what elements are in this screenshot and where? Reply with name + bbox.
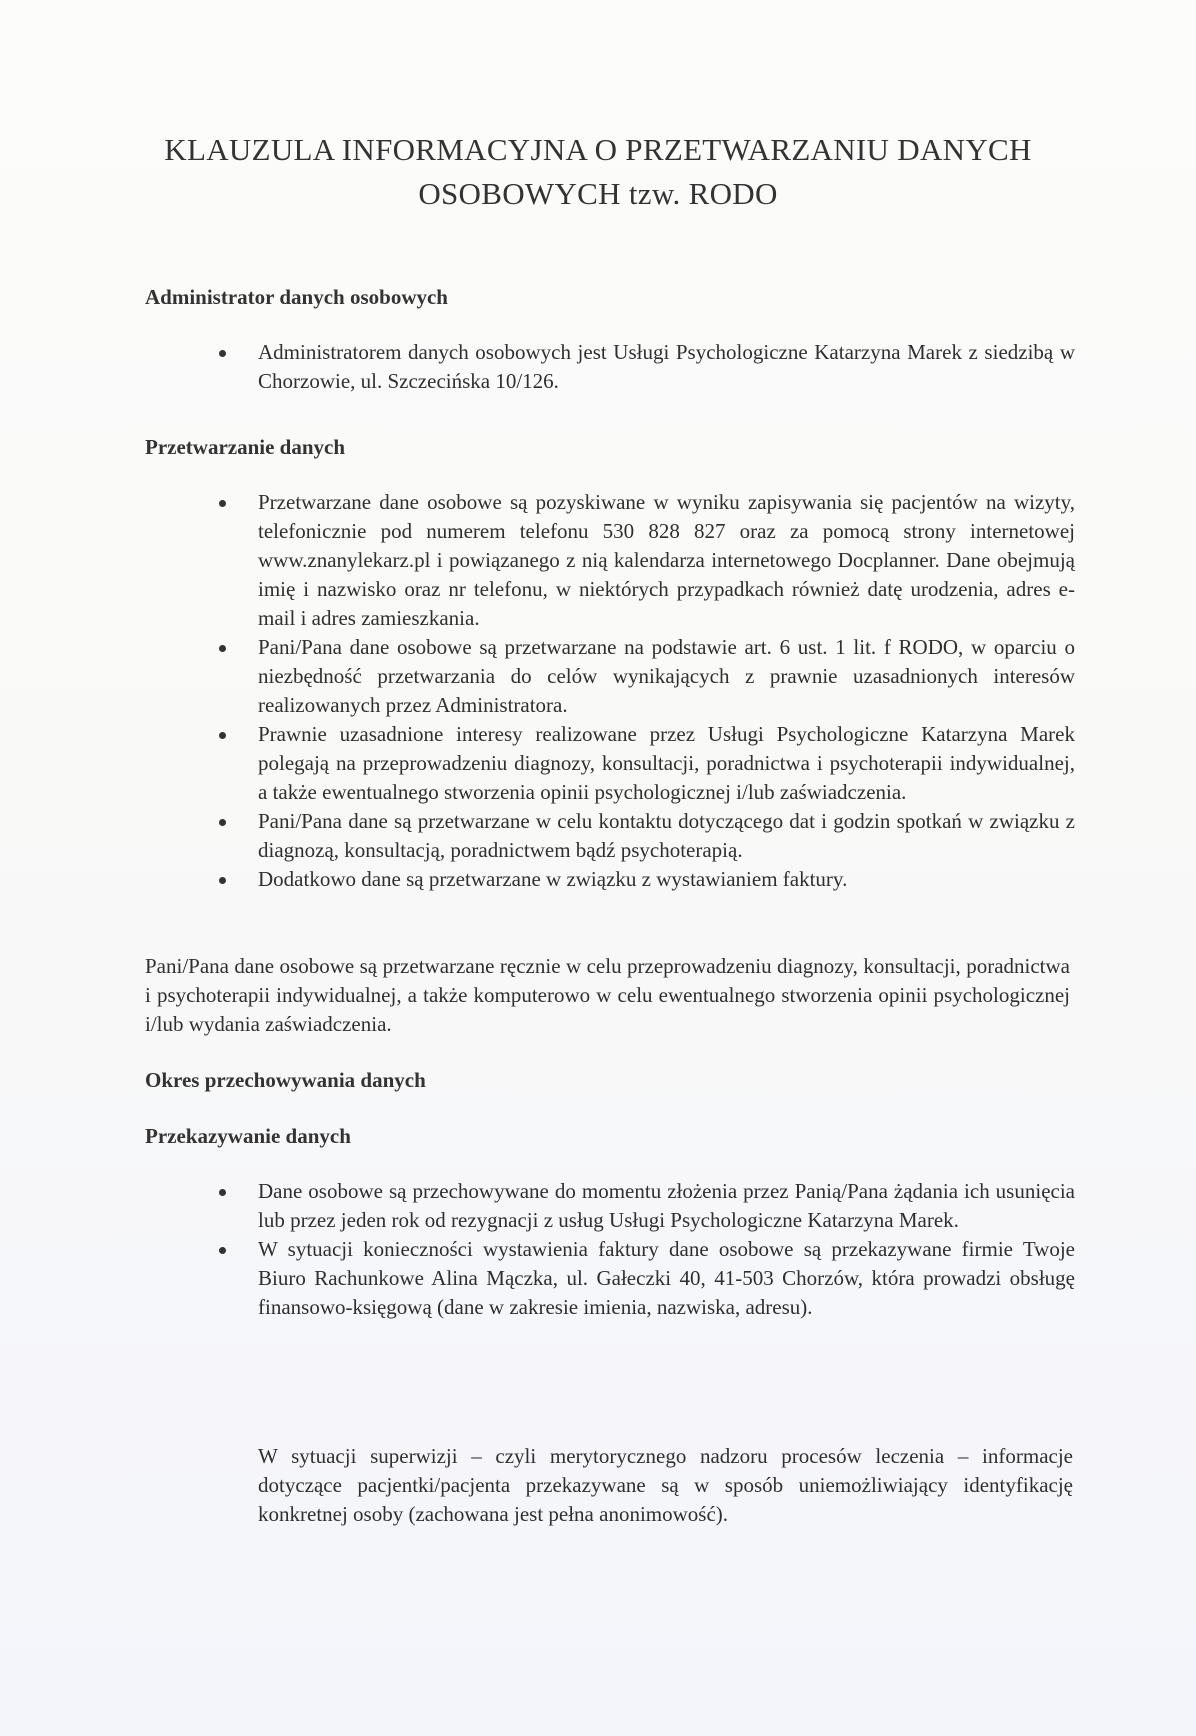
list-item-text: Dane osobowe są przechowywane do momentu złożenia przez Panią/Pana żądania ich usunięcia lub przez jeden rok od rezygnacji z usług Usługi Psychologiczne Katarzyna Marek. — [258, 1179, 1075, 1232]
section-heading-retention: Okres przechowywania danych — [145, 1068, 426, 1092]
page-title — [0, 128, 1196, 216]
bullet-icon — [219, 350, 226, 357]
administrator-bullet-list — [215, 338, 1075, 396]
bullet-icon — [219, 877, 226, 884]
list-item — [215, 720, 1075, 807]
section-heading-transfer: Przekazywanie danych — [145, 1124, 351, 1148]
list-item — [215, 1235, 1075, 1322]
list-item-text: Pani/Pana dane osobowe są przetwarzane na podstawie art. 6 ust. 1 lit. f RODO, w oparciu o niezbędność przetwarzania do celów wynikających z prawnie uzasadnionych interesów realizowanych przez Administratora. — [258, 635, 1075, 717]
bullet-icon — [219, 732, 226, 739]
supervision-paragraph: W sytuacji superwizji – czyli merytorycznego nadzoru procesów leczenia – informacje dotyczące pacjentki/pacjenta przekazywane są w sposób uniemożliwiający identyfikację konkretnej osoby (zachowana jest pełna anonimowość). — [258, 1444, 1073, 1526]
list-item-text: Administratorem danych osobowych jest Usługi Psychologiczne Katarzyna Marek z siedzibą w Chorzowie, ul. Szczecińska 10/126. — [258, 340, 1075, 393]
list-item — [215, 338, 1075, 396]
manual-processing-paragraph: Pani/Pana dane osobowe są przetwarzane ręcznie w celu przeprowadzeniu diagnozy, konsultacji, poradnictwa i psychoterapii indywidualnej, a także komputerowo w celu ewentualnego stworzenia opinii psychologicznej i/lub wydania zaświadczenia. — [145, 954, 1070, 1036]
list-item-text: Przetwarzane dane osobowe są pozyskiwane w wyniku zapisywania się pacjentów na wizyty, telefonicznie pod numerem telefonu 530 828 827 oraz za pomocą strony internetowej www.znanylekarz.pl i powiązanego z nią kalendarza internetowego Docplanner. Dane obejmują imię i nazwisko oraz nr telefonu, w niektórych przypadkach również datę urodzenia, adres e-mail i adres zamieszkania. — [258, 490, 1075, 630]
section-heading-processing: Przetwarzanie danych — [145, 435, 346, 459]
bullet-icon — [219, 645, 226, 652]
bullet-icon — [219, 500, 226, 507]
bullet-icon — [219, 1189, 226, 1196]
page-title-line-2: OSOBOWYCH tzw. RODO — [418, 176, 778, 211]
section-heading-administrator: Administrator danych osobowych — [145, 285, 448, 309]
list-item-text: Pani/Pana dane są przetwarzane w celu kontaktu dotyczącego dat i godzin spotkań w związku z diagnozą, konsultacją, poradnictwem bądź psychoterapią. — [258, 809, 1075, 862]
transfer-bullet-list — [215, 1177, 1075, 1322]
list-item — [215, 865, 1075, 894]
list-item — [215, 488, 1075, 633]
processing-bullet-list — [215, 488, 1075, 894]
list-item — [215, 807, 1075, 865]
list-item-text: Prawnie uzasadnione interesy realizowane przez Usługi Psychologiczne Katarzyna Marek polegają na przeprowadzeniu diagnozy, konsultacji, poradnictwa i psychoterapii indywidualnej, a także ewentualnego stworzenia opinii psychologicznej i/lub zaświadczenia. — [258, 722, 1075, 804]
list-item-text: W sytuacji konieczności wystawienia faktury dane osobowe są przekazywane firmie Twoje Biuro Rachunkowe Alina Mączka, ul. Gałeczki 40, 41-503 Chorzów, która prowadzi obsługę finansowo-księgową (dane w zakresie imienia, nazwiska, adresu). — [258, 1237, 1075, 1319]
bullet-icon — [219, 819, 226, 826]
list-item — [215, 1177, 1075, 1235]
list-item — [215, 633, 1075, 720]
bullet-icon — [219, 1247, 226, 1254]
page-title-line-1: KLAUZULA INFORMACYJNA O PRZETWARZANIU DANYCH — [164, 132, 1032, 167]
list-item-text: Dodatkowo dane są przetwarzane w związku z wystawianiem faktury. — [258, 867, 848, 891]
